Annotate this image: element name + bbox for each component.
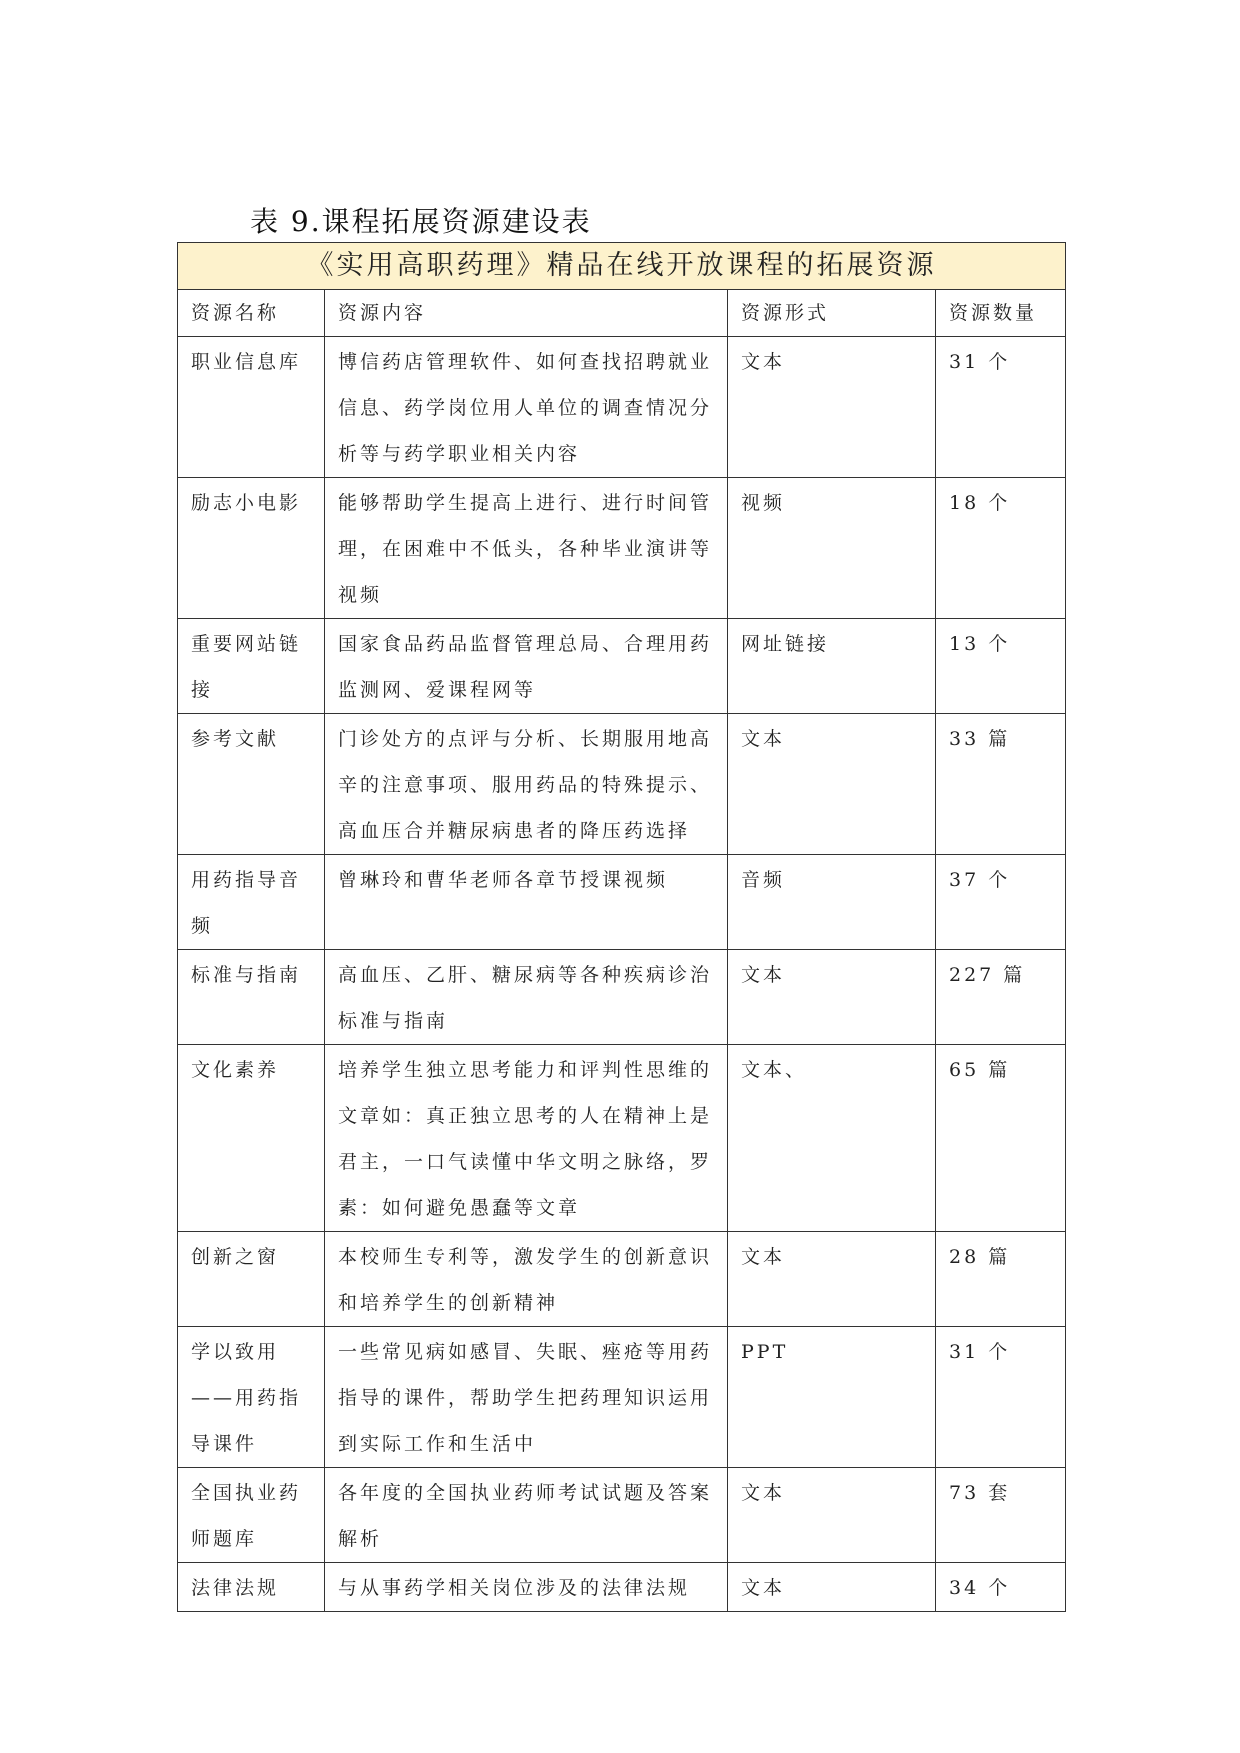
cell-count: 13 个 [936,619,1066,714]
cell-form: 文本 [728,1232,936,1327]
cell-count: 18 个 [936,478,1066,619]
cell-form: 文本 [728,337,936,478]
cell-name: 文化素养 [178,1045,325,1232]
cell-count: 33 篇 [936,714,1066,855]
cell-form: 网址链接 [728,619,936,714]
cell-name: 学以致用——用药指导课件 [178,1327,325,1468]
cell-content: 曾琳玲和曹华老师各章节授课视频 [325,855,728,950]
table-row [178,1468,1066,1563]
cell-content: 国家食品药品监督管理总局、合理用药监测网、爱课程网等 [325,619,728,714]
cell-form: 文本、 [728,1045,936,1232]
header-content: 资源内容 [325,290,728,337]
table-row [178,714,1066,855]
cell-name: 法律法规 [178,1563,325,1612]
header-name: 资源名称 [178,290,325,337]
table-caption: 表 9.课程拓展资源建设表 [250,205,592,238]
cell-content: 一些常见病如感冒、失眠、痤疮等用药指导的课件，帮助学生把药理知识运用到实际工作和生活中 [325,1327,728,1468]
cell-form: 音频 [728,855,936,950]
cell-form: 文本 [728,714,936,855]
cell-content: 本校师生专利等，激发学生的创新意识和培养学生的创新精神 [325,1232,728,1327]
table-row [178,1045,1066,1232]
cell-name: 重要网站链接 [178,619,325,714]
cell-count: 37 个 [936,855,1066,950]
table-row [178,478,1066,619]
cell-name: 用药指导音频 [178,855,325,950]
table-row [178,1327,1066,1468]
resource-table [177,242,1066,1612]
header-count: 资源数量 [936,290,1066,337]
cell-content: 能够帮助学生提高上进行、进行时间管理，在困难中不低头，各种毕业演讲等视频 [325,478,728,619]
cell-form: PPT [728,1327,936,1468]
table-row [178,855,1066,950]
cell-name: 参考文献 [178,714,325,855]
table-row [178,1232,1066,1327]
cell-name: 励志小电影 [178,478,325,619]
cell-content: 博信药店管理软件、如何查找招聘就业信息、药学岗位用人单位的调查情况分析等与药学职业相关内容 [325,337,728,478]
table-banner-row [178,243,1066,290]
cell-count: 65 篇 [936,1045,1066,1232]
cell-name: 职业信息库 [178,337,325,478]
cell-count: 227 篇 [936,950,1066,1045]
table-row [178,619,1066,714]
cell-content: 各年度的全国执业药师考试试题及答案解析 [325,1468,728,1563]
cell-name: 全国执业药师题库 [178,1468,325,1563]
table-row [178,337,1066,478]
cell-name: 创新之窗 [178,1232,325,1327]
cell-name: 标准与指南 [178,950,325,1045]
table-row [178,1563,1066,1612]
cell-form: 文本 [728,950,936,1045]
cell-content: 与从事药学相关岗位涉及的法律法规 [325,1563,728,1612]
cell-form: 文本 [728,1563,936,1612]
header-row [178,290,1066,337]
table-row [178,950,1066,1045]
cell-count: 34 个 [936,1563,1066,1612]
cell-content: 培养学生独立思考能力和评判性思维的文章如：真正独立思考的人在精神上是君主，一口气读懂中华文明之脉络，罗素：如何避免愚蠢等文章 [325,1045,728,1232]
cell-content: 门诊处方的点评与分析、长期服用地高辛的注意事项、服用药品的特殊提示、高血压合并糖尿病患者的降压药选择 [325,714,728,855]
cell-form: 视频 [728,478,936,619]
cell-form: 文本 [728,1468,936,1563]
cell-content: 高血压、乙肝、糖尿病等各种疾病诊治标准与指南 [325,950,728,1045]
cell-count: 73 套 [936,1468,1066,1563]
cell-count: 31 个 [936,337,1066,478]
cell-count: 31 个 [936,1327,1066,1468]
table-banner: 《实用高职药理》精品在线开放课程的拓展资源 [178,243,1066,290]
header-form: 资源形式 [728,290,936,337]
cell-count: 28 篇 [936,1232,1066,1327]
